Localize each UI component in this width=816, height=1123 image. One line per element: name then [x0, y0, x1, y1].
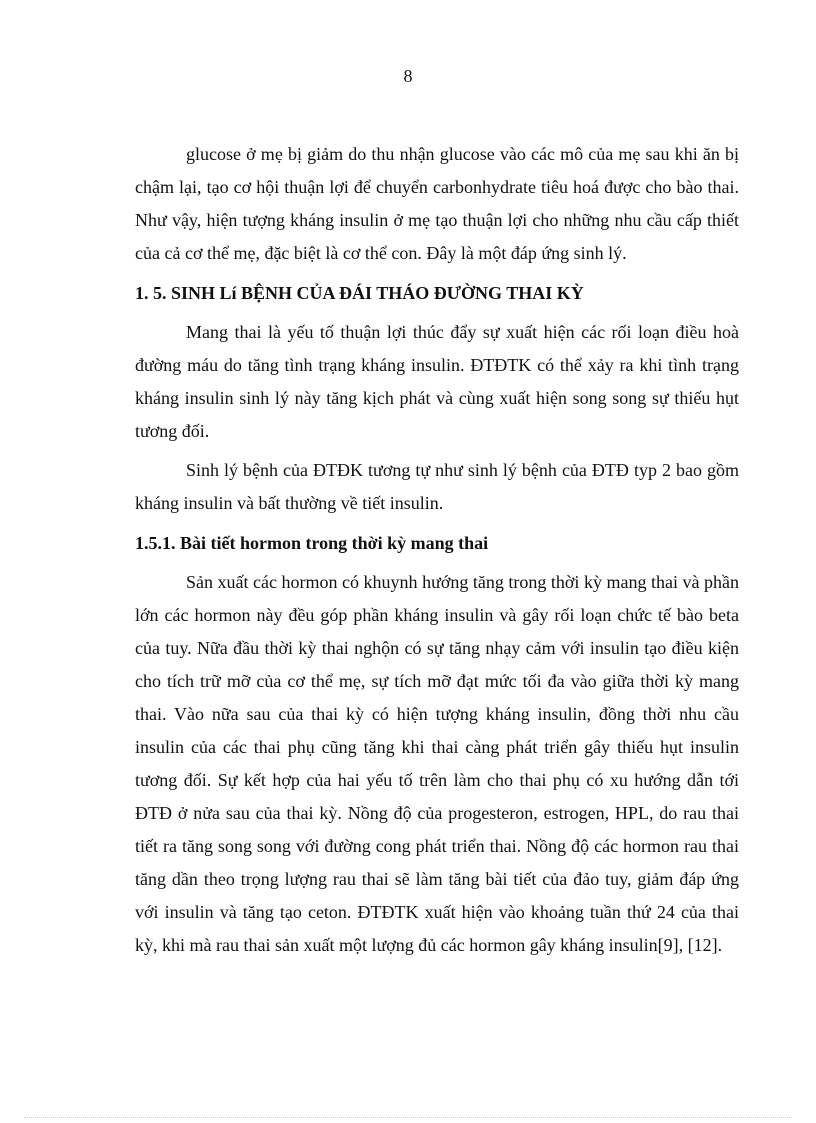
document-body [135, 138, 739, 962]
paragraph-san-xuat-hormon: Sản xuất các hormon có khuynh hướng tăng trong thời kỳ mang thai và phần lớn các hormon này đều góp phần kháng insulin và gây rối loạn chức tế bào beta của tuy. Nữa đầu thời kỳ thai nghộn có sự tăng nhạy cảm với insulin tạo điều kiện cho tích trữ mỡ của cơ thể mẹ, sự tích mỡ đạt mức tối đa vào giữa thời kỳ mang thai. Vào nữa sau của thai kỳ có hiện tượng kháng insulin, đồng thời nhu cầu insulin của các thai phụ cũng tăng khi thai càng phát triển gây thiếu hụt insulin tương đối. Sự kết hợp của hai yếu tố trên làm cho thai phụ có xu hướng dẫn tới ĐTĐ ở nửa sau của thai kỳ. Nồng độ của progesteron, estrogen, HPL, do rau thai tiết ra tăng song song với đường cong phát triển thai. Nồng độ các hormon rau thai tăng dần theo trọng lượng rau thai sẽ làm tăng bài tiết của đảo tuy, giảm đáp ứng với insulin và tăng tạo ceton. ĐTĐTK xuất hiện vào khoảng tuần thứ 24 của thai kỳ, khi mà rau thai sản xuất một lượng đủ các hormon gây kháng insulin[9], [12]. [135, 572, 739, 955]
subsection-heading-bai-tiet-hormon: 1.5.1. Bài tiết hormon trong thời kỳ mang thai [135, 533, 489, 553]
paragraph-glucose-continuation: glucose ở mẹ bị giảm do thu nhận glucose vào các mô của mẹ sau khi ăn bị chậm lại, tạo cơ hội thuận lợi để chuyển carbonhydrate tiêu hoá được cho bào thai. Như vậy, hiện tượng kháng insulin ở mẹ tạo thuận lợi cho những nhu cầu cấp thiết của cả cơ thể mẹ, đặc biệt là cơ thể con. Đây là một đáp ứng sinh lý. [135, 144, 739, 263]
section-heading-sinh-ly-benh: 1. 5. SINH Lí BỆNH CỦA ĐÁI THÁO ĐƯỜNG THAI KỲ [135, 283, 584, 303]
paragraph-mang-thai: Mang thai là yếu tố thuận lợi thúc đẩy sự xuất hiện các rối loạn điều hoà đường máu do tăng tình trạng kháng insulin. ĐTĐTK có thể xảy ra khi tình trạng kháng insulin sinh lý này tăng kịch phát và cùng xuất hiện song song sự thiếu hụt tương đối. [135, 322, 739, 441]
footer-divider [24, 1117, 792, 1118]
paragraph-sinh-ly-benh-dtdk: Sinh lý bệnh của ĐTĐK tương tự như sinh lý bệnh của ĐTĐ typ 2 bao gồm kháng insulin và bất thường về tiết insulin. [135, 460, 739, 513]
page-number: 8 [403, 66, 413, 86]
